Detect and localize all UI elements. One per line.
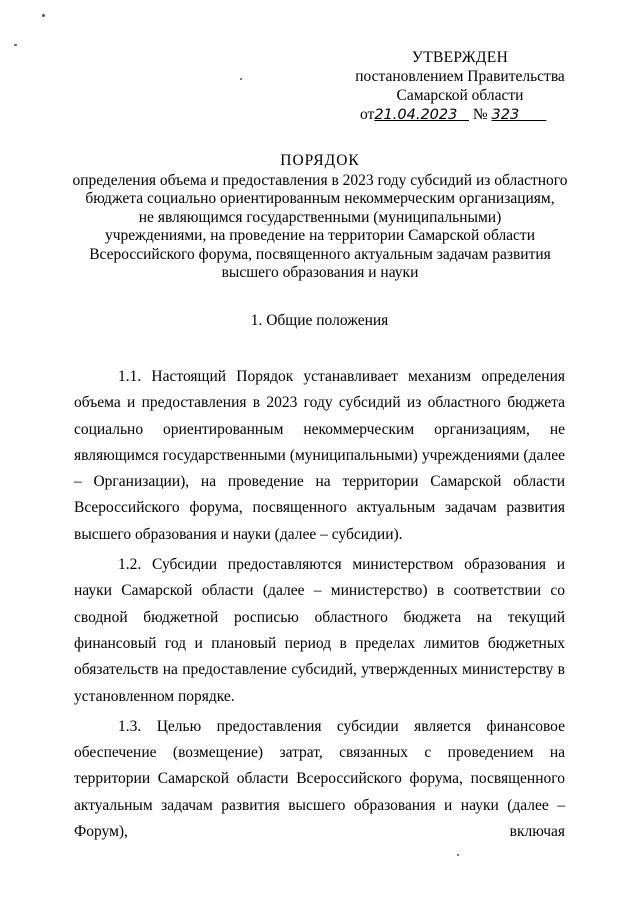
title-line: учреждениями, на проведение на территории Самарской области [104,227,536,244]
approval-date-line [350,105,570,125]
scan-speck [240,78,242,80]
paragraph-1-2: 1.2. Субсидии предоставляются министерством образования и науки Самарской области (далее – министерство) в соответствии со сводной бюджетной росписью областного бюджета на текущий финансовый год и плановый период в пределах лимитов бюджетных обязательств на предоставление субсидий, утвержденных министерству в установленном порядке. [74,556,565,705]
handwritten-number: 323 [491,107,520,123]
date-prefix: от [360,106,375,123]
title-line: бюджета социально ориентированным некоммерческим организациям, [85,190,555,207]
approval-heading: УТВЕРЖДЕН [411,49,509,66]
paragraph-1-1: 1.1. Настоящий Порядок устанавливает механизм определения объема и предоставления в 2023 году субсидий из областного бюджета социально ориентированным некоммерческим организациям, не являющимся государственными (муниципальными) учреждениями (далее – Организации), на проведение на территории Самарской области Всероссийского форума, посвященного актуальным задачам развития высшего образования и науки (далее – субсидии). [74,368,565,543]
scan-speck [42,14,45,17]
approval-stamp [350,48,570,125]
handwritten-date: 21.04.2023 [374,107,458,123]
section-heading: 1. Общие положения [250,312,389,329]
title-line: Всероссийского форума, посвященного актуальным задачам развития [89,245,551,263]
approval-line: постановлением Правительства [355,68,565,85]
number-prefix: № [472,106,488,123]
document-body [74,364,565,849]
scan-speck [457,854,459,856]
scan-speck [14,44,17,46]
approval-line: Самарской области [396,87,524,104]
document-title [60,152,580,283]
paragraph-1-3: 1.3. Целью предоставления субсидии является финансовое обеспечение (возмещение) затрат, связанных с проведением на территории Самарской области Всероссийского форума, посвященного актуальным задачам развития высшего образования и науки (далее – Форум), включая [74,717,565,841]
title-line: высшего образования и науки [221,264,419,281]
date-underline [457,106,469,123]
title-line: определения объема и предоставления в 2023 году субсидий из областного [72,171,568,189]
number-underline [519,106,546,123]
title-line: не являющимся государственными (муниципальными) [138,208,502,226]
title-main: ПОРЯДОК [280,152,360,169]
